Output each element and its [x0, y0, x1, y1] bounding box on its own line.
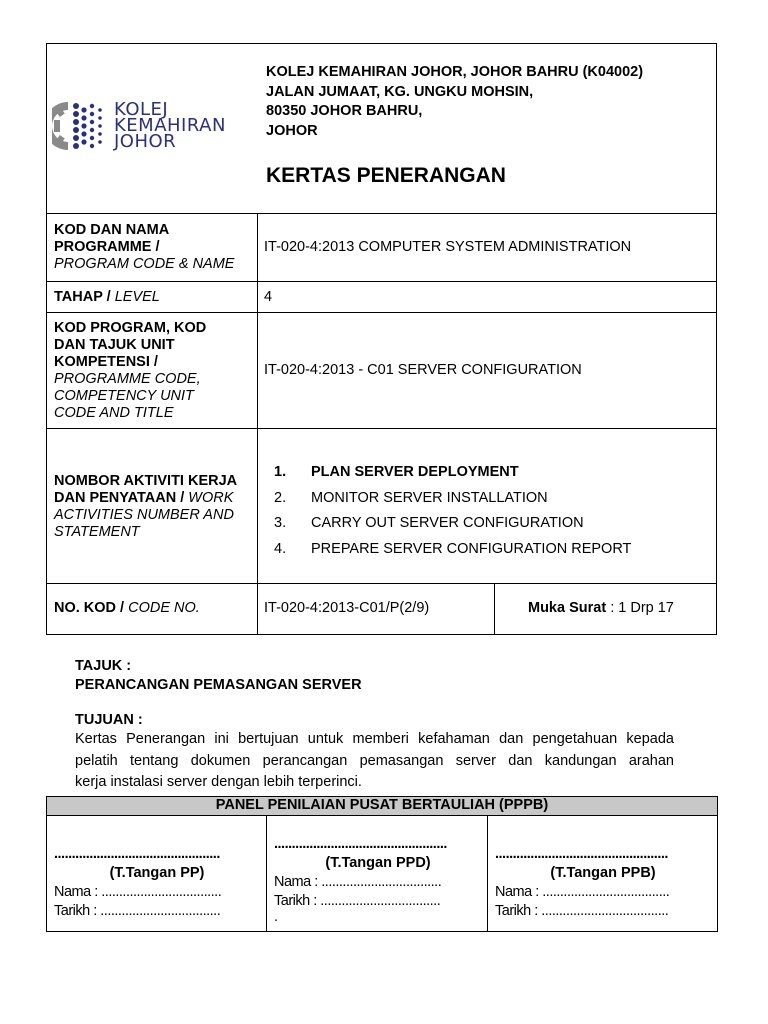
address-line-1: KOLEJ KEMAHIRAN JOHOR, JOHOR BAHRU (K04002): [266, 64, 644, 80]
page-number: Muka Surat : 1 Drp 17: [528, 600, 674, 616]
logo-line-3: JOHOR: [114, 131, 177, 152]
signature-line: .................................................: [495, 846, 668, 862]
address-line-4: JOHOR: [266, 122, 318, 139]
code-value: IT-020-4:2013-C01/P(2/9): [264, 600, 430, 616]
activity-item: 3. CARRY OUT SERVER CONFIGURATION: [274, 515, 584, 531]
competency-value: IT-020-4:2013 - C01 SERVER CONFIGURATION: [264, 362, 582, 378]
logo-wordmark: [114, 99, 226, 152]
activities-label: NOMBOR AKTIVITI KERJA DAN PENYATAAN / WORK ACTIVITIES NUMBER AND STATEMENT: [54, 473, 238, 540]
header-top-border: [46, 43, 717, 44]
signature-line: ...............................................: [54, 846, 220, 862]
tajuk-label: TAJUK :: [75, 658, 132, 674]
activity-item: 4. PREPARE SERVER CONFIGURATION REPORT: [274, 541, 632, 557]
table-bottom-border: [46, 634, 717, 635]
column-divider: [257, 213, 258, 634]
panel-cell-ppd: [274, 835, 482, 923]
panel-divider-1: [266, 815, 267, 932]
activity-item: 2. MONITOR SERVER INSTALLATION: [274, 490, 548, 506]
programme-value: IT-020-4:2013 COMPUTER SYSTEM ADMINISTRATION: [264, 239, 632, 255]
address-line-2: JALAN JUMAAT, KG. UNGKU MOHSIN,: [266, 83, 534, 100]
level-value: 4: [264, 289, 273, 305]
nama-field: Nama : ..................................: [274, 874, 442, 890]
row-divider-3: [46, 312, 717, 313]
row-divider-5: [46, 583, 717, 584]
panel-cell-ppb: [495, 845, 711, 921]
panel-title: PANEL PENILAIAN PUSAT BERTAULIAH (PPPB): [215, 797, 549, 813]
row-divider-2: [46, 281, 717, 282]
panel-divider-2: [487, 815, 488, 932]
signature-label: (T.Tangan PP): [109, 865, 205, 881]
panel-header: [46, 796, 718, 816]
college-logo: [52, 98, 257, 154]
signature-label: (T.Tangan PPB): [550, 865, 656, 881]
nama-field: Nama : ..................................: [54, 884, 222, 900]
tarikh-field: Tarikh : ..................................: [274, 893, 441, 909]
code-column-divider: [494, 583, 495, 634]
tujuan-line: pelatih tentang dokumen perancangan pemasangan server dan kandungan arahan: [75, 752, 674, 769]
tujuan-paragraph: [75, 729, 674, 794]
frame-left-border: [46, 43, 47, 635]
trailing-dot: .: [274, 909, 279, 925]
programme-label: KOD DAN NAMA PROGRAMME / PROGRAM CODE & NAME: [54, 222, 235, 272]
college-address: [266, 63, 643, 141]
tujuan-label: TUJUAN :: [75, 712, 143, 728]
logo-line-1: KOLEJ: [114, 99, 169, 120]
document-title: KERTAS PENERANGAN: [266, 164, 506, 187]
address-line-3: 80350 JOHOR BAHRU,: [266, 103, 423, 119]
tarikh-field: Tarikh : ..................................: [54, 903, 221, 919]
signature-line: .................................................: [274, 836, 447, 852]
tajuk-value: PERANCANGAN PEMASANGAN SERVER: [75, 677, 362, 693]
signature-label: (T.Tangan PPD): [325, 855, 431, 871]
tarikh-field: Tarikh : ....................................: [495, 903, 669, 919]
code-label: NO. KOD / CODE NO.: [54, 600, 200, 616]
activity-item: 1. PLAN SERVER DEPLOYMENT: [274, 464, 519, 480]
tujuan-line: kerja instalasi server dengan lebih terperinci.: [75, 774, 362, 790]
tujuan-line: Kertas Penerangan ini bertujuan untuk memberi kefahaman dan pengetahuan kepada: [75, 731, 674, 747]
logo-line-2: KEMAHIRAN: [114, 115, 226, 136]
kkj-dots-gear-icon: [52, 98, 108, 154]
frame-right-border: [716, 43, 717, 635]
level-label: TAHAP / LEVEL: [54, 289, 160, 305]
competency-label: KOD PROGRAM, KOD DAN TAJUK UNIT KOMPETENSI / PROGRAMME CODE, COMPETENCY UNIT CODE AND TITLE: [54, 320, 207, 421]
activities-list: [274, 464, 704, 564]
row-divider-4: [46, 428, 717, 429]
panel-cell-pp: [54, 845, 260, 921]
nama-field: Nama : ....................................: [495, 884, 670, 900]
row-divider-1: [46, 213, 717, 214]
